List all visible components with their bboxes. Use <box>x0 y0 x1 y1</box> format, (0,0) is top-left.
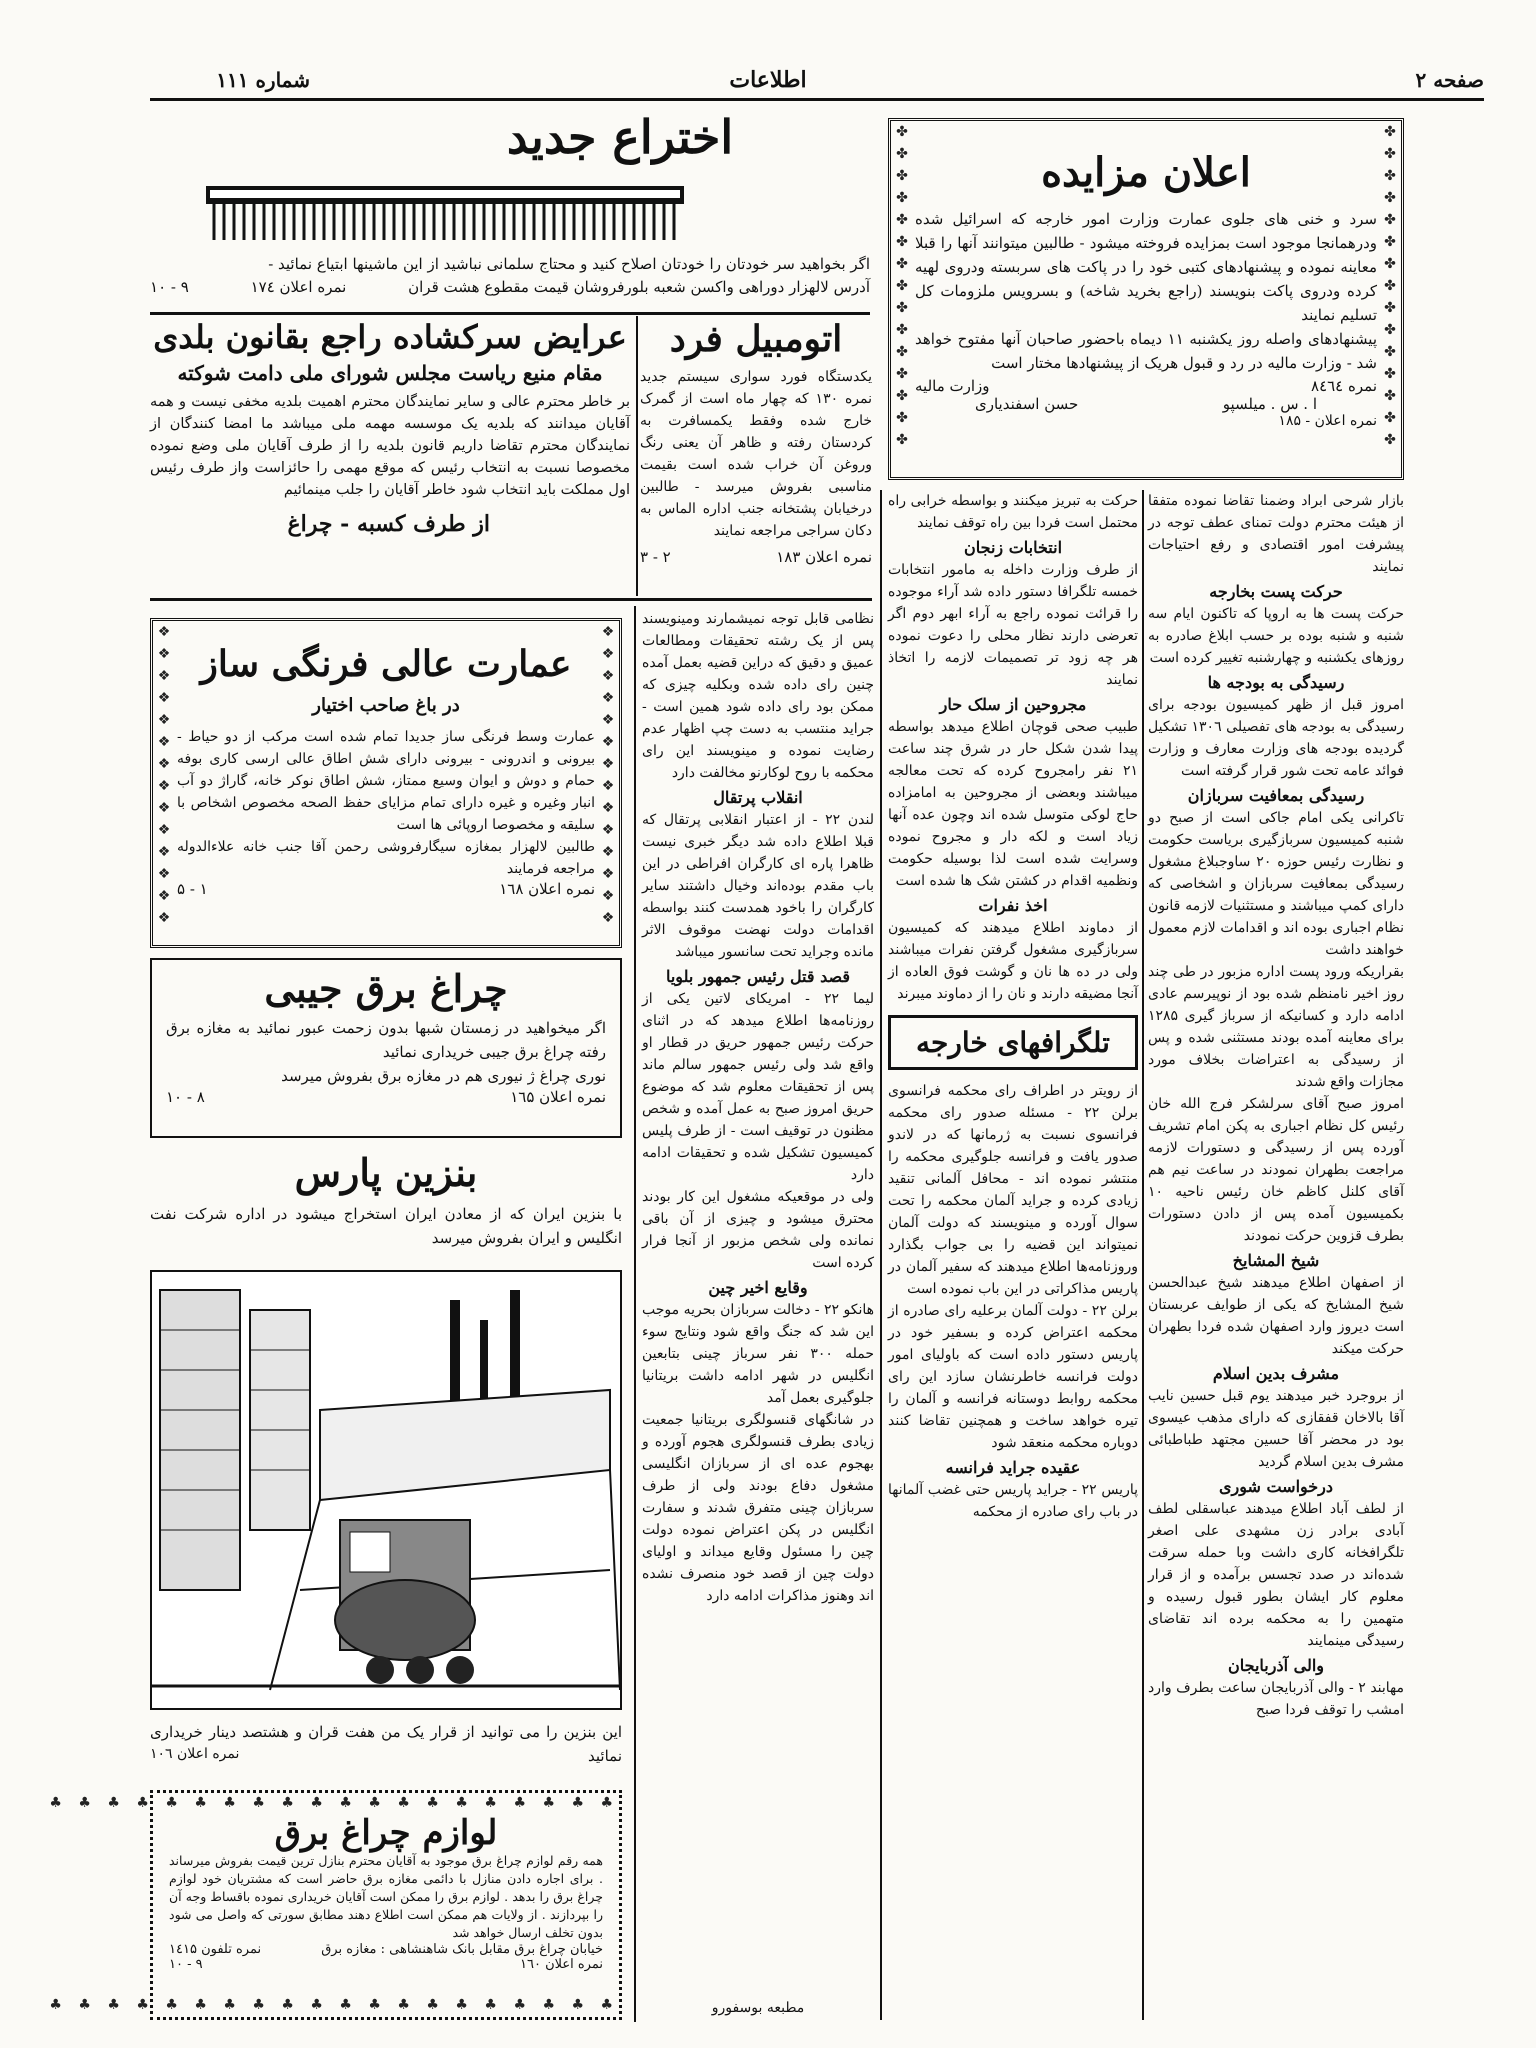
news-h3: اخذ نفرات <box>978 896 1048 915</box>
news-p2: از طرف وزارت داخله به مامور انتخابات خمسه تلگرافا دستور داده شد آراء موجوده را قرائت نموده راجع به آراء ابهر دوم اگر تعرضی دارند نظار محلی را دعوت نموده هر چه زود تر تصمیمات لازمه را اتخاذ نمایند <box>888 562 1138 688</box>
comb-illustration <box>200 178 690 246</box>
divider <box>636 316 638 596</box>
right-p2: حرکت پست ها به اروپا که تاکنون ایام سه شنبه و شنبه بوده بر حسب ابلاغ صادره به روزهای یکشنبه و چهارشنبه تغییر کرده است <box>1148 606 1404 666</box>
lavazem-body: همه رقم لوازم چراغ برق موجود به آقایان محترم بنازل ترین قیمت بفروش میرساند . برای اجاره دادن منازل با دائمی مغازه برق حاضر است که مشتریان خود لوازم چراغ برق را بدهد . لوازم برق را ممکن است آقایان خریداری نموده باقساط وجه آن را بپردازند . از ولایات هم ممکن است اطلاع دهند مطابق سورتی که واصل می شود بدون تخلف ارسال خواهد شد <box>169 1853 603 1941</box>
arayez-signature: از طرف کسبه - چراغ <box>287 511 490 538</box>
ornament-border: ♣ ♣ ♣ ♣ ♣ ♣ ♣ ♣ ♣ ♣ ♣ ♣ ♣ ♣ ♣ ♣ ♣ ♣ ♣ ♣ <box>49 1997 619 2013</box>
automobile-title: اتومبیل فرد <box>669 318 843 360</box>
right-p5: بقراریکه ورود پست اداره مزبور در طی چند روز اخیر نامنظم شده بود از نوپیرسم عادی ادامه دارد و کسانیکه از سرباز گیری ۱۲۸۵ برای معاینه آمده بودند مستثنی شده و پس از رسیدگی به اعتراضات بخلاف مورد مجازات واقع شدند <box>1148 964 1404 1090</box>
right-p8: از بروجرد خبر میدهند یوم قبل حسین نایب آقا بالاخان قفقازی که دارای مذهب عیسوی بود در محضر آقا حسین مجتهد طباطبائی مشرف بدین اسلام گردید <box>1148 1388 1404 1470</box>
column-rule <box>634 606 636 2022</box>
automobile-body: یکدستگاه فورد سواری سیستم جدید نمره ۱۳۰ که چهار ماه است از گمرک خارج شده وفقط یکمسافرت به کردستان رفته و ظاهر آن یعنی رنگ وروغن آن خراب شده است بقیمت مناسبی بفروش میرسد - طالبین درخیابان پشتخانه جنب اداره الماس به دکان سراجی مراجعه نمایند <box>640 368 873 539</box>
divider <box>150 598 872 601</box>
emarat-ad-number: نمره اعلان ۱٦۸ <box>499 879 595 898</box>
right-p10: مهابند ۲ - والی آذربایجان ساعت بطرف وارد امشب را توقف فردا صبح <box>1148 1680 1405 1718</box>
emarat-title: عمارت عالی فرنگی ساز <box>200 643 572 685</box>
benzin-title: بنزین پارس <box>294 1150 478 1195</box>
right-news-column <box>1148 490 1404 2020</box>
benzin-ad <box>150 1152 622 1772</box>
cheragh-title: چراغ برق جیبی <box>264 966 508 1011</box>
lavazem-ad <box>49 1790 622 2020</box>
ikhtera-ad <box>150 112 870 312</box>
middle-p3: لیما ۲۲ - امریکای لاتین یکی از روزنامه‌ها اطلاع میدهد که در اثنای حرکت رئیس جمهور حریق در قطار او واقع شد ولی رئیس جمهور سالم ماند پس از تحقیقات معلوم شد که موضوع حریق امروز صبح به عمل آمده و شخص مظنون در توقیف است - از طرف پلیس کمیسیون تشکیل شده و تحقیقات ادامه دارد <box>642 991 874 1183</box>
news-h2: مجروحین از سلک حار <box>939 695 1087 714</box>
right-h5: مشرف بدین اسلام <box>1212 1364 1340 1383</box>
automobile-dates: ۲ - ۳ <box>640 547 671 566</box>
cheragh-body: اگر میخواهید در زمستان شبها بدون زحمت عبور نمائید به مغازه برق رفته چراغ برق جیبی خریداری نمائید <box>166 1018 606 1061</box>
middle-news-column <box>642 608 874 2018</box>
lavazem-phone: نمره تلفون ۱٤۱۵ <box>169 1942 262 1958</box>
mazayede-body2: پیشنهادهای واصله روز یکشنبه ۱۱ دیماه باحضور صاحبان آنها مفتوح خواهد شد - وزارت مالیه در رد و قبول هریک از پیشنهادها مختار است <box>915 330 1378 372</box>
mazayede-ad <box>888 118 1404 480</box>
middle-p4: ولی در موقعیکه مشغول این کار بودند محترق میشود و چیزی از آن باقی نمانده ولی شخص مزبور از آنجا فرار کرده است <box>642 1189 874 1271</box>
right-h3: رسیدگی بمعافیت سربازان <box>1187 786 1365 805</box>
arayez-body: بر خاطر محترم عالی و سایر نمایندگان محترم اهمیت بلدیه مخفی نیست و همه آقایان میدانند که بلدیه یک موسسه مهمه ملی میباشد ما امضا کنندگان از نمایندگان محترم تقاضا داریم قانون بلدیه را از طرف آقایان ملی وضع نموده مخصوصا نسبت به انتخاب رئیس که موقع مهمی را حائزاست واز طرف رئیس اول مملکت باید انتخاب شود خاطر آقایان را جلب مینمائیم <box>150 394 630 499</box>
emarat-body2: طالبین لالهزار بمغازه سیگارفروشی رحمن آقا جنب خانه علاءالدوله مراجعه فرمایند <box>177 838 595 877</box>
ornament-border: ♣ ♣ ♣ ♣ ♣ ♣ ♣ ♣ ♣ ♣ ♣ ♣ ♣ ♣ ♣ ♣ ♣ ♣ ♣ ♣ <box>49 1795 619 1811</box>
automobile-ad-number: نمره اعلان ۱۸۳ <box>776 547 872 566</box>
ikhtera-ad-number: نمره اعلان ۱۷٤ <box>250 278 347 296</box>
paper-name: اطلاعات <box>729 67 807 93</box>
right-h6: درخواست شوری <box>1218 1477 1334 1496</box>
mazayede-signer2: حسن اسفندیاری <box>975 395 1079 413</box>
right-h4: شیخ المشایخ <box>1232 1251 1320 1270</box>
ornament-border: ❖ ❖ ❖ ❖ ❖ ❖ ❖ ❖ ❖ ❖ ❖ ❖ ❖ ❖ <box>601 624 615 926</box>
lavazem-address: خیابان چراغ برق مقابل بانک شاهنشاهی : مغازه برق <box>321 1942 603 1958</box>
page-number: صفحه ۲ <box>1415 68 1484 92</box>
ikhtera-address: آدرس لالهزار دوراهی واکسن شعبه بلورفروشان قیمت مقطوع هشت قران <box>408 278 870 296</box>
arayez-subtitle: مقام منیع ریاست مجلس شورای ملی دامت شوکته <box>177 361 603 386</box>
right-h7: والی آذربایجان <box>1228 1656 1324 1675</box>
middle-h1: انقلاب پرتقال <box>713 788 803 807</box>
printer-name: مطبعه بوسفورو <box>711 2000 805 2016</box>
arayez-title: عرایض سرکشاده راجع بقانون بلدی <box>153 318 627 356</box>
middle-p6: در شانگهای قنسولگری بریتانیا جمعیت زیادی بطرف قنسولگری هجوم آورده و بهجوم عده ای از سربازان انگلیسی مشغول دفاع بودند ولی از طرف سربازان چینی متفرق شدند و سفارت انگلیس در پکن اعتراض نموده دولت چین را مسئول وقایع میداند و اولیای دولت چین از قصد خود منصرف نشده اند وهنوز مذاکرات ادامه دارد <box>642 1412 874 1604</box>
telegraph-title: تلگرافهای خارجه <box>888 1015 1138 1070</box>
mazayede-ref: نمره ۸٤٦٤ <box>1311 377 1377 395</box>
arayez-article <box>150 320 630 596</box>
news-p3: طبیب صحی قوچان اطلاع میدهد بواسطه پیدا شدن شکل حار در شرق چند ساعت ۲۱ نفر رامجروح کرده که تحت معالجه میباشند وبعضی از مجروحین به امامزاده حاج لوکی متوسل شده اند وچون عده آنها زیاد است و لکه دار و مجروح نموده وسرایت شده است لذا بوسیله حکومت ونظمیه اقدام در کشتن شک ها شده است <box>888 719 1138 889</box>
right-p7: از اصفهان اطلاع میدهند شیخ عبدالحسن شیخ المشایخ که یکی از طوایف عربستان است دیروز وارد اصفهان شده فردا بطهران حرکت میکند <box>1148 1275 1404 1357</box>
ikhtera-title: اختراع جدید <box>506 110 734 164</box>
cheragh-dates: ۸ - ۱۰ <box>166 1087 205 1106</box>
right-h1: حرکت پست بخارجه <box>1209 582 1343 601</box>
benzin-caption: این بنزین را می توانید از قرار یک من هفت قران و هشتصد دینار خریداری نمائید <box>150 1723 622 1765</box>
cheragh-body2: نوری چراغ ژ نیوری هم در مغازه برق بفروش میرسد <box>281 1066 606 1085</box>
emarat-body: عمارت وسط فرنگی ساز جدیدا تمام شده است مرکب از دو حیاط - بیرونی و اندرونی - بیرونی دارای شش اطاق عالی ارسی کاری بوفه حمام و دوش و ایوان وسیع ممتاز، شش اطاق نوکر خانه، گاراژ دو آب انبار وغیره و غیره دارای تمام مزایای حفظ الصحه مخصوص اشخاص با سلیقه و مخصوصا اروپائی ها است <box>177 728 595 833</box>
news-column <box>888 490 1138 2020</box>
news-p7: پاریس ۲۲ - جراید پاریس حتی غضب آلمانها در باب رای صادره از محکمه <box>888 1482 1138 1520</box>
right-p9: از لطف آباد اطلاع میدهند عباسقلی لطف آبادی برادر زن مشهدی علی اصغر تلگرافخانه کاری داشت وبا حمله سرقت شده‌اند در صدد تجسس برآمده و از قرار معلوم کار ایشان بطور قبول رسیده و متهمین را به محکمه برده اند تقاضای رسیدگی مینمایند <box>1148 1501 1404 1649</box>
ornament-border: ✤ ✤ ✤ ✤ ✤ ✤ ✤ ✤ ✤ ✤ ✤ ✤ ✤ ✤ ✤ <box>1384 124 1396 448</box>
mazayede-title: اعلان مزایده <box>1041 149 1251 196</box>
mazayede-ad-number: نمره اعلان - ۱۸۵ <box>1278 413 1377 429</box>
right-p4: تاکرانی یکی امام جاکی است از صبح دو شنبه کمیسیون سربازگیری بریاست حکومت و نظارت رئیس حوزه ۲۰ ساوجبلاغ مشغول رسیدگی بمعافیت سربازان و اشخاصی که دارای کمپ میباشند و مستثنیات لازمه قانون نظام اجباری بوده اند و اقدامات لازم معمول خواهند داشت <box>1148 810 1404 958</box>
ornament-border: ❖ ❖ ❖ ❖ ❖ ❖ ❖ ❖ ❖ ❖ ❖ ❖ ❖ ❖ <box>157 624 171 926</box>
news-h4: عقیده جراید فرانسه <box>945 1458 1081 1477</box>
cheragh-ad <box>150 958 622 1138</box>
issue-number: شماره ۱۱۱ <box>216 68 310 92</box>
lavazem-dates: ۹ - ۱۰ <box>169 1957 203 1973</box>
middle-p2: لندن ۲۲ - از اعتبار انقلابی پرتقال که قبلا اطلاع داده شد دیگر خبری نیست ظاهرا پاره ای کارگران افراطی در این باب مقدم بوده‌اند وخیال داشتند سایر کارگران را باخود همدست کنند بواسطه اقدامات دولت نهضت موقوف الاثر مانده وجراید تحت سانسور میباشد <box>642 812 874 960</box>
masthead-rule <box>150 98 1484 101</box>
ikhtera-dates: ۹ - ۱۰ <box>150 278 189 296</box>
right-p6: امروز صبح آقای سرلشکر فرج الله خان رئیس کل نظام اجباری به پکن امام تشریف آورده پس از رسیدگی و دستورات لازمه مراجعت بطهران نمودند در ساعت نیم هم آقای کلنل کاظم خان رئیس ناحیه ۱۰ بکمیسیون آمده پس از دادن دستورات بطرف قزوین حرکت نمودند <box>1148 1096 1404 1244</box>
middle-p5: هانکو ۲۲ - دخالت سربازان بحریه موجب این شد که جنگ واقع شود ونتایج سوء حمله ۳۰۰ نفر سرباز چینی بتابعین انگلیس در شهر ادامه داشت بریتانیا جلوگیری بعمل آمد <box>642 1302 874 1406</box>
news-h1: انتخابات زنجان <box>963 538 1063 557</box>
news-p1: حرکت به تبریز میکنند و بواسطه خرابی راه محتمل است فردا بین راه توقف نمایند <box>888 493 1138 531</box>
emarat-ad <box>150 618 622 948</box>
news-p6: برلن ۲۲ - دولت آلمان برعلیه رای صادره از محکمه اعتراض کرده و بسفیر خود در پاریس دستور داده است که باولیای امور دولت فرانسه خاطرنشان سازد این رای محکمه روابط دوستانه فرانسه و آلمان را تیره خواهد ساخت و همچنین تقاضا کنند دوباره محکمه منعقد شود <box>888 1303 1138 1451</box>
middle-p1: نظامی قابل توجه نمیشمارند ومینویسند پس از یک رشته تحقیقات ومطالعات عمیق و دقیق که دراین قضیه بعمل آمده چنین رای داده شده وبکلیه چیزی که ممکن بود رای داده شود همین است - جراید منتسب به دست چپ اظهار عدم رضایت نموده و مینویسند این رای محکمه با روح لوکارنو مخالفت دارد <box>642 611 874 781</box>
mazayede-ministry: وزارت مالیه <box>915 377 990 395</box>
lavazem-title: لوازم چراغ برق <box>274 1813 498 1853</box>
right-h2: رسیدگی به بودجه ها <box>1207 673 1345 692</box>
middle-h2: قصد قتل رئیس جمهور بلویا <box>665 967 851 986</box>
benzin-ad-number: نمره اعلان ۱۰٦ <box>150 1746 240 1762</box>
ornament-border: ✤ ✤ ✤ ✤ ✤ ✤ ✤ ✤ ✤ ✤ ✤ ✤ ✤ ✤ ✤ <box>896 124 908 448</box>
lavazem-ad-number: نمره اعلان ۱٦۰ <box>519 1957 603 1973</box>
news-p5: از رویتر در اطراف رای محکمه فرانسوی برلن ۲۲ - مسئله صدور رای محکمه فرانسوی نسبت به ژرمانها که در لاندو صدور یافت و فرانسه جلوگیری محکمه را منتشر نموده اند - محافل آلمانی تنقید زیادی کرده و جراید آلمان محکمه را تحت سوال آورده و مینویسند که دولت آلمان نمیتواند این قضیه را بی جواب بگذارد وروزنامه‌ها اطلاع میدهند که سفیر آلمان در پاریس مذاکراتی در این باب نموده است <box>888 1083 1138 1297</box>
emarat-subtitle: در باغ صاحب اختیار <box>312 694 460 716</box>
news-p4: از دماوند اطلاع میدهند که کمیسیون سربازگیری مشغول گرفتن نفرات میباشند ولی در ده ها نان و گوشت فوق العاده از آنجا مضیقه دارند و نان را از دماوند میبرند <box>888 920 1138 1002</box>
cheragh-ad-number: نمره اعلان ۱٦۵ <box>510 1087 606 1106</box>
refinery-illustration <box>150 1270 622 1710</box>
middle-h3: وقایع اخیر چین <box>708 1278 808 1297</box>
mazayede-body: سرد و خنی های جلوی عمارت وزارت امور خارجه که اسرائیل شده ودرهمانجا موجود است بمزایده فروخته میشود - طالبین میتوانند آنها را قبلا معاینه نموده و پیشنهادهای کتبی خود را در پاکت های سربسته ودروی لهیه کرده ودروی پاکت بنویسند (راجع بخرید شاخه) و بسرویس ملزومات کل تسلیم نمایند <box>915 210 1377 324</box>
mazayede-signer1: ا . س . میلسپو <box>1222 395 1317 413</box>
emarat-dates: ۱ - ۵ <box>177 879 208 898</box>
divider <box>150 312 870 315</box>
automobile-ad <box>640 320 872 596</box>
right-p1: بازار شرحی ابراد وضمنا تقاضا نموده متفقا از هیئت محترم دولت تمنای عطف توجه در پیشرفت امور اقتصادی و رفع احتیاجات نمایند <box>1148 493 1404 575</box>
benzin-body: با بنزین ایران که از معادن ایران استخراج میشود در اداره شرکت نفت انگلیس و ایران بفروش میرسد <box>150 1204 622 1247</box>
ikhtera-text: اگر بخواهید سر خودتان را خودتان اصلاح کنید و محتاج سلمانی نباشید از این ماشینها ابتیاع نمائید - <box>268 255 870 273</box>
right-p3: امروز قبل از ظهر کمیسیون بودجه برای رسیدگی به بودجه های تفصیلی ۱۳۰٦ تشکیل گردیده بودجه های وزارت معارف و وزارت فوائد عامه تحت شور قرار گرفته است <box>1148 697 1404 779</box>
column-rule <box>1142 490 1144 2020</box>
column-rule <box>880 490 882 2020</box>
